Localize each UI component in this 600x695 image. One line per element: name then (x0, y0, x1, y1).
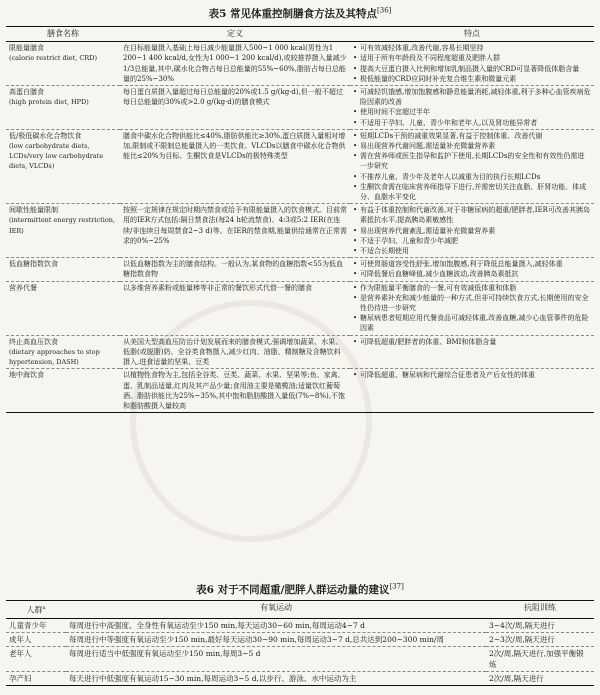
definition-cell: 以低血糖指数为主的膳食结构。一般认为,某食物的血糖指数<55为低血糖指数食物 (120, 258, 350, 281)
definition-cell: 从美国大型高血压防治计划发展而来的膳食模式,强调增加蔬菜、水果、低脂(或脱脂)奶、全谷类食物摄入,减少红肉、油脂、精制糖及含糖饮料摄入,进食适量的坚果、豆类 (120, 335, 350, 369)
table-row (6, 204, 594, 258)
diet-name: 地中海饮食 (9, 371, 44, 380)
diet-methods-table (6, 26, 594, 413)
feature-item: • 有益于体重控制和代谢改善,对于非糖尿病的超重/肥胖者,IER可改善其胰岛素抵抗水平,提高胰岛素敏感性 (353, 205, 591, 225)
diet-name-cell (6, 281, 120, 335)
col-header-group-note: a (42, 605, 46, 611)
diet-name-cell (6, 258, 120, 281)
diet-name-cell (6, 335, 120, 369)
table-row (6, 632, 594, 646)
features-cell (350, 42, 594, 86)
definition-cell: 以植物性食物为主,包括全谷类、豆类、蔬菜、水果、坚果等;鱼、家禽、蛋、乳制品适量,红肉及其产品少量;食用油主要是橄榄油;适量饮红葡萄酒。脂肪供能比为25%~35%,其中饱和脂肪酸摄入量低(7%~8%),不饱和脂肪酸摄入量较高 (120, 369, 350, 413)
feature-item: • 糖尿病患者短期应用代餐食品可减轻体重,改善血糖,减少心血管事件的危险因素 (353, 313, 591, 333)
feature-item: • 不适于孕妇、儿童和青少年减肥 (353, 236, 591, 246)
diet-name-cell (6, 204, 120, 258)
table-row (6, 258, 594, 281)
table5-body (6, 42, 594, 413)
feature-item: • 需在营养师或医生指导和监护下使用,长期LCDs的安全性和有效性仍需进一步研究 (353, 151, 591, 171)
features-cell (350, 335, 594, 369)
definition-cell: 膳食中碳水化合物供能比≤40%,脂肪供能比≥30%,蛋白质摄入量相对增加,限制或不限制总能量摄入的一类饮食。VLCDs以膳食中碳水化合物供能比≤20%为目标。生酮饮食是VLCDs的极特殊类型 (120, 129, 350, 203)
features-cell (350, 204, 594, 258)
table-row (6, 335, 594, 369)
feature-item: • 提高大豆蛋白摄入比例和增加乳制品摄入量的CRD可显著降低体脂含量 (353, 64, 591, 74)
table-row (6, 671, 594, 685)
table-row (6, 86, 594, 130)
feature-item: • 可降低餐后血糖峰值,减少血糖波动,改善胰岛素抵抗 (353, 269, 591, 279)
feature-item: • 易出现营养代谢紊乱,需适量补充微量营养素 (353, 226, 591, 236)
table5-title: 表5 常见体重控制膳食方法及其特点 (208, 8, 378, 20)
diet-name-en: (low carbohydrate diets, LCDs/very low carbohydrate diets, VLCDs) (9, 142, 104, 171)
table-row (6, 369, 594, 413)
col-header-features: 特点 (350, 27, 594, 42)
col-header-resistance: 抗阻训练 (486, 601, 594, 619)
feature-item: • 可降低超重/肥胖者的体重、BMI和体脂含量 (353, 337, 591, 347)
col-header-group-label: 人群 (26, 605, 43, 615)
diet-name-cell (6, 129, 120, 203)
diet-name-en: (dietary approaches to stop hypertension, DASH) (9, 347, 100, 367)
diet-name: 营养代餐 (9, 283, 37, 292)
definition-cell: 在目标能量摄入基础上每日减少能量摄入500~1 000 kcal(男性为1 200~1 400 kcal/d,女性为1 000~1 200 kcal/d),或较推荐摄入量减少1/3总能量,其中,碳水化合物占每日总能量的55%~60%,脂肪占每日总能量的25%~30% (123, 44, 347, 83)
feature-item: • 不推荐儿童、青少年及老年人以减重为目的执行长期LCDs (353, 172, 591, 182)
table6-ref: [37] (389, 582, 404, 591)
feature-item: • 适用于所有年龄段及不同程度超重及肥胖人群 (353, 53, 591, 63)
feature-item: • 可使胃肠道容受性舒张,增加饱腹感,利于降低总能量摄入,减轻体重 (353, 259, 591, 269)
feature-item: • 易出现营养代谢问题,需适量补充微量营养素 (353, 141, 591, 151)
group-cell: 孕产妇 (6, 671, 66, 685)
feature-item: • 不适用于孕妇、儿童、青少年和老年人,以及肾功能异常者 (353, 118, 591, 128)
group-cell: 老年人 (6, 646, 66, 671)
features-cell (350, 258, 594, 281)
table6-body (6, 618, 594, 685)
definition-cell: 以多维营养素粉或能量棒等非正常的餐饮形式代替一餐的膳食 (120, 281, 350, 335)
group-cell: 儿童青少年 (9, 620, 47, 630)
diet-name-en: (calorie restrict diet, CRD) (9, 54, 97, 63)
resistance-cell: 2~3次/周,隔天进行 (486, 632, 594, 646)
diet-name: 限能量膳食 (9, 44, 44, 53)
table-row (6, 42, 594, 86)
resistance-cell: 2次/周,隔天进行,加强平衡锻炼 (486, 646, 594, 671)
aerobic-cell: 每周进行中等强度有氧运动至少150 min,最好每天运动30~90 min,每周运动3~7 d,总共达到200~300 min/周 (66, 632, 486, 646)
table-row (6, 281, 594, 335)
table-row (6, 129, 594, 203)
feature-item: • 使用时间不宜超过半年 (353, 107, 591, 117)
features-cell (350, 129, 594, 203)
definition-cell: 按照一定规律在规定时期内禁食或给予有限能量摄入的饮食模式。目前常用的IER方式包括:隔日禁食法(每24 h轮流禁食)、4:3或5:2 IER(在连续/非连续日每周禁食2~3 d)等。在IER的禁食期,能量供给通常在正常需求的0%~25% (120, 204, 350, 258)
exercise-table (6, 600, 594, 686)
diet-name-cell (6, 42, 120, 86)
definition-cell: 每日蛋白质摄入量超过每日总能量的20%或1.5 g/(kg·d),但一般不超过每日总能量的30%或>2.0 g/(kg·d)的膳食模式 (120, 86, 350, 130)
group-cell: 成年人 (6, 632, 66, 646)
feature-item: • 可减轻饥饿感,增加饱腹感和静息能量消耗,减轻体重,利于多种心血管疾病危险因素的改善 (353, 87, 591, 107)
diet-name-en: (intermittent energy restriction, IER) (9, 216, 116, 235)
resistance-cell: 2次/周,隔天进行 (486, 671, 594, 685)
diet-name-cell (6, 369, 120, 413)
diet-name: 高蛋白膳食 (9, 88, 44, 97)
features-cell (350, 281, 594, 335)
diet-name: 终止高血压饮食 (9, 337, 58, 346)
feature-item: • 极低能量的CRD应同时补充复合维生素和微量元素 (353, 74, 591, 84)
col-header-diet-name: 膳食名称 (6, 27, 120, 42)
diet-name: 间歇性能量限制 (9, 206, 58, 215)
table5-ref: [36] (377, 6, 392, 15)
col-header-definition: 定义 (120, 27, 350, 42)
feature-item: • 生酮饮食需在临床营养师指导下进行,并需密切关注血脂、肝肾功能、体成分、血脂水平变化 (353, 182, 591, 202)
diet-name-en: (high protein diet, HPD) (9, 98, 89, 107)
table6-title: 表6 对于不同超重/肥胖人群运动量的建议 (196, 584, 390, 596)
table-row (6, 618, 594, 632)
resistance-cell: 3~4次/周,隔天进行 (489, 620, 555, 630)
table6-caption (0, 582, 600, 597)
diet-name-cell (6, 86, 120, 130)
features-cell (350, 369, 594, 413)
feature-item: • 不适合长期使用 (353, 246, 591, 256)
feature-item: • 可有效减轻体重,改善代谢,容易长期坚持 (353, 43, 591, 53)
diet-name: 低/极低碳水化合物饮食 (9, 131, 82, 140)
aerobic-cell: 每天进行中低强度有氧运动15~30 min,每周运动3~5 d,以步行、游泳、水中运动为主 (66, 671, 486, 685)
feature-item: • 是营养素补充和减少能量的一种方式,但非可持续饮食方式,长期使用的安全性仍待进一步研究 (353, 293, 591, 313)
feature-item: • 短期LCDs干预的减重效果显著,有益于控制体重、改善代谢 (353, 131, 591, 141)
feature-item: • 可降低超重、糖尿病和代谢综合征患者及产后女性的体重 (353, 370, 591, 380)
features-cell (350, 86, 594, 130)
col-header-group (6, 601, 66, 619)
feature-item: • 作为限能量平衡膳食的一餐,可有效减低体重和体脂 (353, 283, 591, 293)
table5-caption (0, 6, 600, 21)
aerobic-cell: 每周进行中高强度、全身性有氧运动至少150 min,每天运动30~60 min,每周运动4~7 d (69, 620, 365, 630)
diet-name: 低血糖指数饮食 (9, 260, 58, 269)
aerobic-cell: 每周进行适当中低强度有氧运动至少150 min,每周3~5 d (66, 646, 486, 671)
table-row (6, 646, 594, 671)
col-header-aerobic: 有氧运动 (66, 601, 486, 619)
